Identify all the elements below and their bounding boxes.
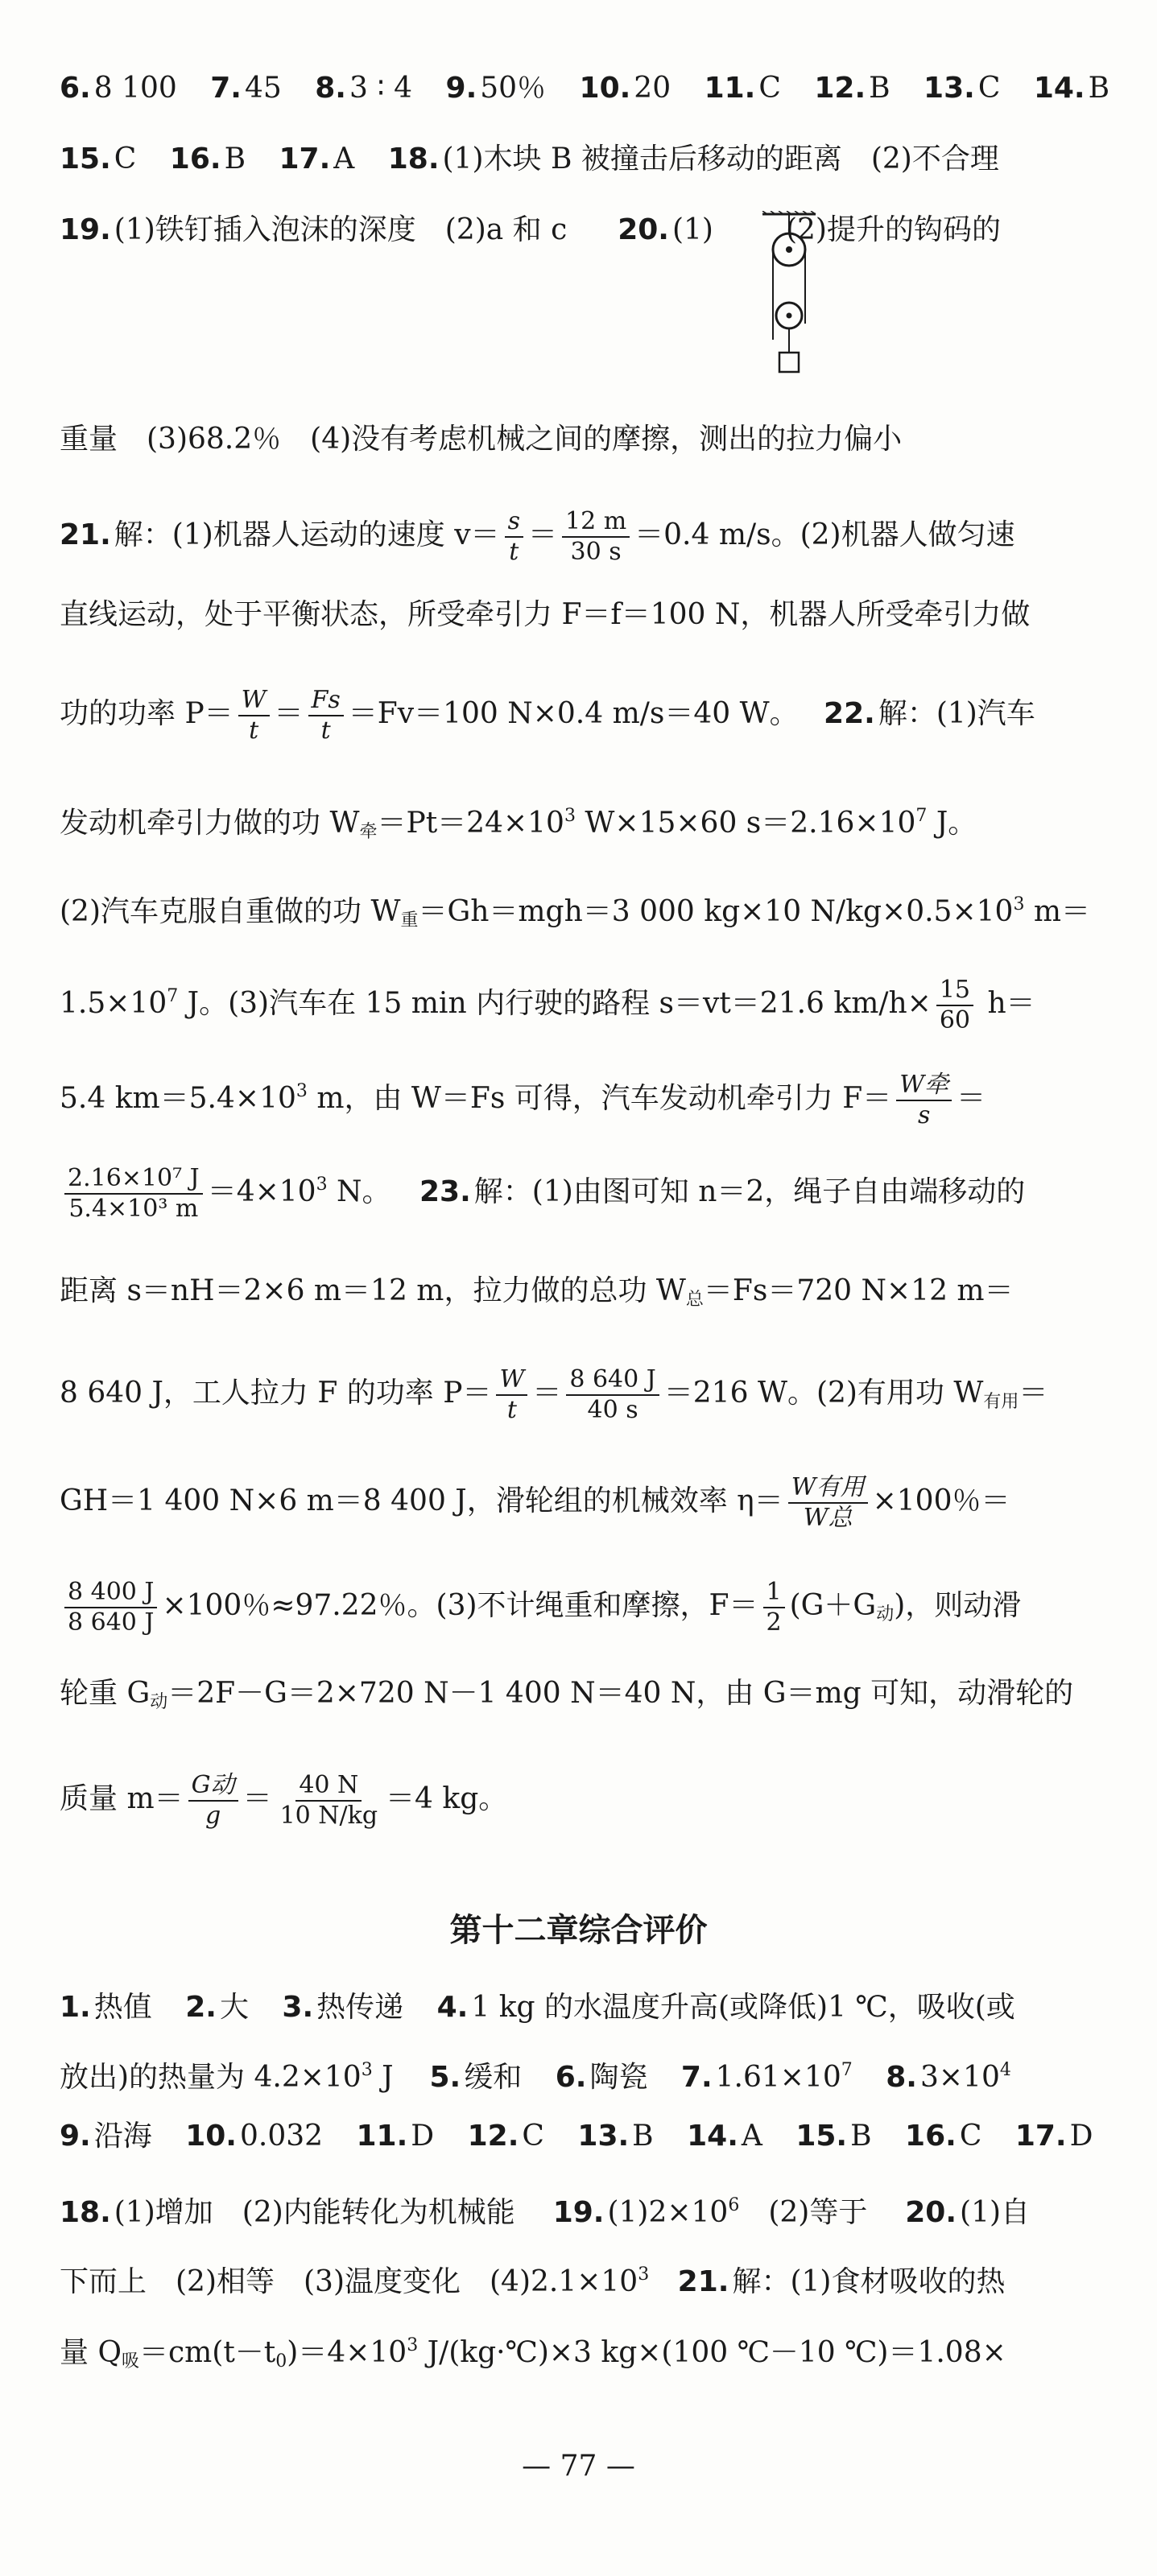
q23-line-2: 8 640 J，工人拉力 F 的功率 P＝ $\frac{W}{t}$ ＝ $\frac{8 640 J}{40 s}$ ＝216 W。(2)有用功 $W_{有用}=$ xyxy=(60,1365,1048,1424)
fraction: $\frac{s}{t}$ xyxy=(505,507,523,567)
s2-answer-14: 14. A xyxy=(687,2120,762,2153)
q22-line-2: (2)汽车克服自重做的功 $W_重=Gh=mgh=3$ 000 kg×10 $N/kg\times 0.5\times 10^3$ m＝ xyxy=(60,894,1091,931)
fraction: $\frac{W}{t}$ xyxy=(238,686,270,745)
answer-18: 18. (1)木块 B 被撞击后移动的距离 (2)不合理 xyxy=(387,142,999,175)
s2-answer-1: 1. 热值 xyxy=(60,1991,152,2024)
answer-9: 9. 50％ xyxy=(445,72,547,105)
fraction: $\frac{15}{60}$ xyxy=(936,976,973,1035)
fraction: $\frac{8 640 J}{40 s}$ xyxy=(566,1365,659,1425)
answer-16: 16. B xyxy=(169,142,246,175)
answer-row-3 xyxy=(60,211,1125,250)
page-number: — 77 — xyxy=(522,2450,635,2483)
answer-6: 6. 8 100 xyxy=(60,72,177,105)
fraction: $\frac{\text{W有用}}{\text{W总}}$ xyxy=(788,1473,868,1533)
section-title: 第十二章综合评价 xyxy=(449,1912,708,1949)
q23-line-5: 轮重 $G_动=2F-G=2\times 720$ N－1 400 N＝40 N，由 G＝mg 可知，动滑轮的 xyxy=(60,1677,1074,1712)
s2-answer-17: 17. D xyxy=(1014,2120,1093,2153)
q22-line-3: $1.5\times 10^7$ J。(3)汽车在 15 min 内行驶的路程 s＝vt＝21.6 km/h× $\frac{15}{60}$ h＝ xyxy=(60,976,1035,1034)
s2-answer-19: 19. $(1)2\times 10^6$ (2)等于 xyxy=(552,2195,868,2229)
s2-line-5: 下而上 (2)相等 (3)温度变化 $(4)2.1\times 10^3$ 21. 解：(1)食材吸收的热 xyxy=(60,2264,1006,2298)
answer-14: 14. B xyxy=(1033,72,1110,105)
s2-answer-3: 3. 热传递 xyxy=(282,1991,404,2024)
s2-answer-18: 18. (1)增加 (2)内能转化为机械能 xyxy=(60,2196,515,2229)
q22-line-4: 5.4 $km=5.4\times 10^3$ m，由 W＝Fs 可得，汽车发动机牵引力 F＝ $\frac{\text{W牵}}{s}$ ＝ xyxy=(60,1071,986,1129)
s2-answer-12: 12. C xyxy=(467,2120,544,2153)
fraction: $\frac{12 m}{30 s}$ xyxy=(562,507,630,567)
s2-answer-16: 16. C xyxy=(905,2120,982,2153)
fraction: $\frac{1}{2}$ xyxy=(763,1578,785,1637)
s2-answer-6: 6. 陶瓷 xyxy=(555,2061,648,2094)
q23-line-6: 质量 m＝ $\frac{\text{G动}}{g}$ ＝ $\frac{40 N}{10 N/kg}$ ＝4 kg。 xyxy=(60,1771,508,1830)
fraction: $\frac{\text{W牵}}{s}$ xyxy=(896,1071,952,1130)
s2-answer-10: 10. 0.032 xyxy=(185,2120,324,2153)
s2-answer-20: 20. (1)自 xyxy=(905,2196,1031,2229)
s2-answer-8: 8. $3\times 10^4$ xyxy=(886,2060,1011,2094)
answer-11: 11. C xyxy=(704,72,781,105)
fraction: $\frac{Fs}{t}$ xyxy=(308,686,344,745)
answer-13: 13. C xyxy=(924,72,1001,105)
fraction: $\frac{40 N}{10 N/kg}$ xyxy=(279,1771,378,1830)
q23-line-1: 距离 s＝nH＝2×6 m＝12 m，拉力做的总功 $W_总=Fs=720$ N×12 m＝ xyxy=(60,1274,1014,1310)
q21-line-2: 直线运动，处于平衡状态，所受牵引力 F＝f＝100 N，机器人所受牵引力做 xyxy=(60,598,1031,631)
answer-row-2 xyxy=(60,140,1125,179)
answer-20-continued: 重量 (3)68.2％ (4)没有考虑机械之间的摩擦，测出的拉力偏小 xyxy=(60,423,903,456)
answer-10: 10. 20 xyxy=(579,72,671,105)
fraction: $\frac{8 400 J}{8 640 J}$ xyxy=(64,1578,157,1637)
s2-line-6: 量 $Q_吸=cm(t-t_0)=4\times 10^3$ J/(kg·℃)×3 kg×(100 ℃－10 ℃)＝1.08× xyxy=(60,2335,1006,2372)
q22-line-1: 发动机牵引力做的功 $W_牵=Pt=24\times 10^3$ W×15×60 $s=2.16\times 10^7$ J。 xyxy=(60,806,977,842)
s2-line-4 xyxy=(60,2186,1125,2232)
fraction: $\frac{\text{G动}}{g}$ xyxy=(188,1771,238,1831)
s2-line-1 xyxy=(60,1988,1125,2027)
s2-answer-2: 2. 大 xyxy=(185,1991,249,2024)
answer-17: 17. A xyxy=(279,142,355,175)
s2-answer-11: 11. D xyxy=(356,2120,435,2153)
answer-19: 19. (1)铁钉插入泡沫的深度 (2)a 和 c xyxy=(60,213,568,246)
s2-line-2: 放出)的热量为 $4.2\times 10^3$ J 5. 缓和 6. 陶瓷 7. $1.61\times 10^7$ 8. $3\times 10^4$ xyxy=(60,2051,1125,2097)
s2-answer-9: 9. 沿海 xyxy=(60,2120,152,2153)
fraction: $\frac{W}{t}$ xyxy=(496,1365,527,1425)
s2-answer-13: 13. B xyxy=(577,2120,654,2153)
q21-line-1: 21. 解：(1)机器人运动的速度 v＝ $\frac{s}{t}$ ＝ $\frac{12 m}{30 s}$ ＝0.4 m/s。(2)机器人做匀速 xyxy=(60,507,1015,566)
q23-line-4: $\frac{8 400 J}{8 640 J}$ ×100％≈97.22％。(3)不计绳重和摩擦，F＝ $\frac{1}{2}$ $(G+G_动)$，则动滑 xyxy=(60,1578,1125,1637)
s2-answer-5: 5. 缓和 xyxy=(429,2061,523,2094)
fraction: $\frac{\text{2.16×10⁷ J}}{\text{5.4×10³ m}}$ xyxy=(64,1164,203,1224)
s2-answer-7: 7. $1.61\times 10^7$ xyxy=(680,2060,853,2094)
answer-12: 12. B xyxy=(814,72,890,105)
answer-7: 7. 45 xyxy=(210,72,282,105)
q21-line-3: 功的功率 P＝ $\frac{W}{t}$ ＝ $\frac{Fs}{t}$ ＝Fv＝100 N×0.4 m/s＝40 W。 22. 解：(1)汽车 xyxy=(60,686,1035,745)
answer-row-1 xyxy=(60,69,1125,108)
q23-line-3: GH＝1 400 N×6 m＝8 400 J，滑轮组的机械效率 η＝ $\frac{\text{W有用}}{\text{W总}}$ ×100％＝ xyxy=(60,1473,1010,1532)
s2-answer-4: 4. 1 kg 的水温度升高(或降低)1 ℃，吸收(或 xyxy=(436,1991,1015,2024)
pulley-diagram xyxy=(761,211,817,384)
s2-line-3 xyxy=(60,2117,1125,2156)
answer-8: 8. 3 ∶ 4 xyxy=(315,72,413,105)
s2-answer-15: 15. B xyxy=(795,2120,872,2153)
answer-20: 20. (1) (2)提升的钩码的 xyxy=(618,213,1001,246)
q22-line-5: $\frac{\text{2.16×10⁷ J}}{\text{5.4×10³ m}}$ $=4\times 10^3$ N。 23. 解：(1)由图可知 n＝2，绳子自由端移动的 xyxy=(60,1164,1125,1224)
answer-15: 15. C xyxy=(60,142,137,175)
